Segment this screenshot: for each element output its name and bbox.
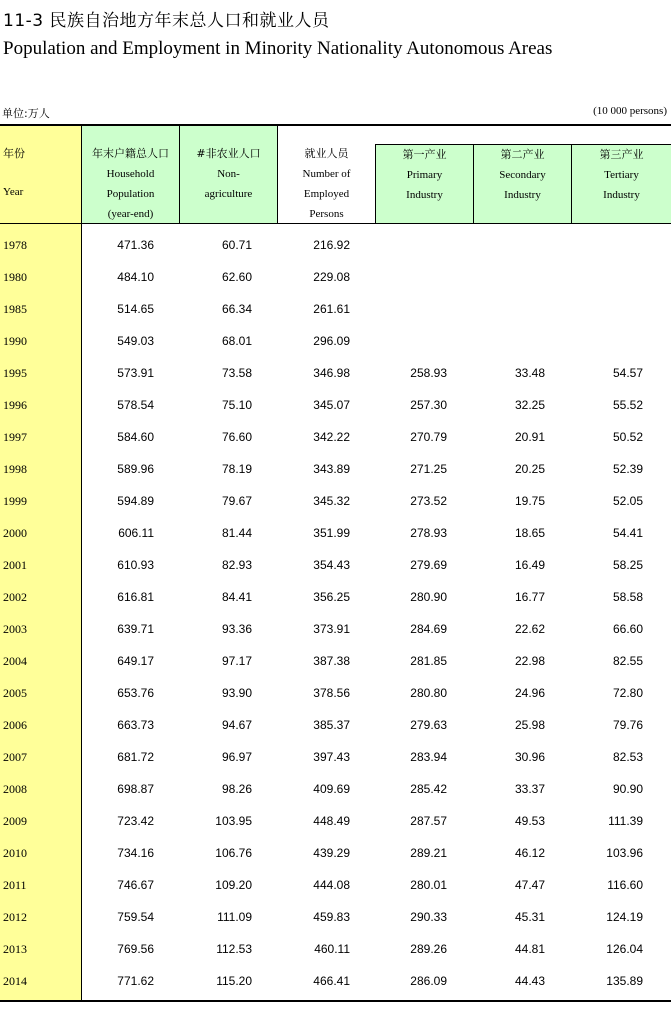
- value-cell: 769.56: [117, 942, 154, 956]
- header-nonagri: [180, 126, 278, 223]
- value-cell: 90.90: [612, 782, 643, 796]
- year-cell: 2011: [3, 878, 27, 892]
- table-row: [0, 357, 671, 389]
- value-cell: 62.60: [221, 270, 252, 284]
- value-cell: 281.85: [410, 654, 447, 668]
- header-primary-en1: Primary: [406, 169, 443, 181]
- value-cell: 46.12: [514, 846, 545, 860]
- year-cell: 1978: [3, 238, 27, 252]
- value-cell: 60.71: [221, 238, 252, 252]
- value-cell: 66.60: [612, 622, 643, 636]
- value-cell: 45.31: [514, 910, 545, 924]
- table-row: [0, 453, 671, 485]
- value-cell: 466.41: [313, 974, 350, 988]
- value-cell: 354.43: [313, 558, 350, 572]
- year-cell: 1985: [3, 302, 27, 316]
- value-cell: 32.25: [514, 398, 545, 412]
- value-cell: 385.37: [313, 718, 350, 732]
- header-secondary-cn: 第二产业: [500, 148, 545, 161]
- value-cell: 103.95: [215, 814, 252, 828]
- value-cell: 373.91: [313, 622, 350, 636]
- value-cell: 594.89: [117, 494, 154, 508]
- header-year: [3, 146, 25, 200]
- value-cell: 116.60: [607, 878, 643, 892]
- value-cell: 286.09: [410, 974, 447, 988]
- header-tertiary-en1: Tertiary: [604, 169, 639, 181]
- value-cell: 124.19: [606, 910, 643, 924]
- value-cell: 409.69: [313, 782, 350, 796]
- year-cell: 2006: [3, 718, 27, 732]
- year-cell: 2005: [3, 686, 27, 700]
- table-row: [0, 869, 671, 901]
- value-cell: 261.61: [313, 302, 350, 316]
- value-cell: 278.93: [410, 526, 447, 540]
- header-year-cn: 年份: [3, 147, 25, 160]
- value-cell: 58.25: [612, 558, 643, 572]
- year-cell: 1995: [3, 366, 27, 380]
- value-cell: 112.53: [216, 942, 252, 956]
- value-cell: 47.47: [514, 878, 545, 892]
- header-secondary-en2: Industry: [504, 189, 541, 201]
- value-cell: 280.80: [410, 686, 447, 700]
- value-cell: 109.20: [215, 878, 252, 892]
- header-spacer: [375, 126, 671, 144]
- year-cell: 2003: [3, 622, 27, 636]
- value-cell: 78.19: [221, 462, 252, 476]
- header-household-en3: (year-end): [107, 208, 154, 220]
- value-cell: 103.96: [606, 846, 643, 860]
- table-row: [0, 837, 671, 869]
- value-cell: 279.69: [410, 558, 447, 572]
- value-cell: 397.43: [313, 750, 350, 764]
- value-cell: 96.97: [221, 750, 252, 764]
- value-cell: 771.62: [117, 974, 154, 988]
- value-cell: 289.26: [410, 942, 447, 956]
- value-cell: 55.52: [612, 398, 643, 412]
- value-cell: 471.36: [117, 238, 154, 252]
- header-household-cn: 年末户籍总人口: [92, 147, 169, 160]
- value-cell: 290.33: [410, 910, 447, 924]
- value-cell: 573.91: [117, 366, 154, 380]
- unit-label-cn: 单位:万人: [2, 107, 50, 120]
- value-cell: 82.53: [612, 750, 643, 764]
- header-year-en: Year: [3, 186, 24, 198]
- header-household: [82, 126, 180, 223]
- table-row: [0, 485, 671, 517]
- value-cell: 126.04: [606, 942, 643, 956]
- value-cell: 639.71: [117, 622, 154, 636]
- value-cell: 18.65: [514, 526, 545, 540]
- value-cell: 93.90: [221, 686, 252, 700]
- table-header-rule: [0, 223, 671, 224]
- value-cell: 663.73: [117, 718, 154, 732]
- value-cell: 115.20: [216, 974, 252, 988]
- value-cell: 20.25: [514, 462, 545, 476]
- value-cell: 20.91: [514, 430, 545, 444]
- year-cell: 2007: [3, 750, 27, 764]
- value-cell: 649.17: [117, 654, 154, 668]
- year-cell: 2009: [3, 814, 27, 828]
- unit-label-en: (10 000 persons): [593, 105, 667, 117]
- value-cell: 229.08: [313, 270, 350, 284]
- value-cell: 287.57: [410, 814, 447, 828]
- value-cell: 589.96: [117, 462, 154, 476]
- value-cell: 19.75: [514, 494, 545, 508]
- value-cell: 52.39: [612, 462, 643, 476]
- table-row: [0, 645, 671, 677]
- value-cell: 81.44: [221, 526, 252, 540]
- value-cell: 97.17: [221, 654, 252, 668]
- table-row: [0, 549, 671, 581]
- value-cell: 94.67: [221, 718, 252, 732]
- year-cell: 1980: [3, 270, 27, 284]
- header-nonagri-cn: #非农业人口: [196, 147, 261, 160]
- table-bottom-rule: [0, 1000, 671, 1002]
- value-cell: 44.43: [514, 974, 545, 988]
- value-cell: 549.03: [117, 334, 154, 348]
- value-cell: 273.52: [410, 494, 447, 508]
- value-cell: 106.76: [215, 846, 252, 860]
- year-cell: 2014: [3, 974, 27, 988]
- value-cell: 25.98: [514, 718, 545, 732]
- table-top-rule: [0, 124, 671, 126]
- value-cell: 345.07: [313, 398, 350, 412]
- table-row: [0, 517, 671, 549]
- value-cell: 746.67: [117, 878, 154, 892]
- value-cell: 50.52: [612, 430, 643, 444]
- year-cell: 1996: [3, 398, 27, 412]
- value-cell: 356.25: [313, 590, 350, 604]
- value-cell: 279.63: [410, 718, 447, 732]
- year-cell: 2010: [3, 846, 27, 860]
- value-cell: 52.05: [612, 494, 643, 508]
- year-cell: 2012: [3, 910, 27, 924]
- value-cell: 68.01: [221, 334, 252, 348]
- value-cell: 16.49: [514, 558, 545, 572]
- value-cell: 285.42: [410, 782, 447, 796]
- value-cell: 514.65: [117, 302, 154, 316]
- year-cell: 1999: [3, 494, 27, 508]
- value-cell: 216.92: [313, 238, 350, 252]
- header-primary: [376, 144, 474, 223]
- value-cell: 73.58: [221, 366, 252, 380]
- value-cell: 135.89: [606, 974, 643, 988]
- header-tertiary-en2: Industry: [603, 189, 640, 201]
- value-cell: 484.10: [117, 270, 154, 284]
- value-cell: 22.98: [514, 654, 545, 668]
- value-cell: 76.60: [221, 430, 252, 444]
- value-cell: 44.81: [514, 942, 545, 956]
- value-cell: 616.81: [117, 590, 154, 604]
- header-nonagri-en1: Non-: [217, 168, 240, 180]
- value-cell: 448.49: [313, 814, 350, 828]
- value-cell: 33.48: [514, 366, 545, 380]
- value-cell: 759.54: [117, 910, 154, 924]
- value-cell: 82.55: [612, 654, 643, 668]
- year-cell: 2002: [3, 590, 27, 604]
- value-cell: 98.26: [221, 782, 252, 796]
- header-nonagri-en2: agriculture: [204, 188, 253, 200]
- header-employed-cn: 就业人员: [304, 147, 349, 160]
- year-cell: 1990: [3, 334, 27, 348]
- value-cell: 346.98: [313, 366, 350, 380]
- value-cell: 460.11: [314, 942, 350, 956]
- value-cell: 280.90: [410, 590, 447, 604]
- year-cell: 2001: [3, 558, 27, 572]
- table-row: [0, 613, 671, 645]
- header-employed-en3: Persons: [309, 208, 344, 220]
- value-cell: 54.41: [612, 526, 643, 540]
- value-cell: 54.57: [612, 366, 643, 380]
- header-secondary: [474, 144, 572, 223]
- value-cell: 578.54: [117, 398, 154, 412]
- value-cell: 284.69: [410, 622, 447, 636]
- value-cell: 296.09: [313, 334, 350, 348]
- year-cell: 1998: [3, 462, 27, 476]
- value-cell: 72.80: [612, 686, 643, 700]
- header-primary-cn: 第一产业: [402, 148, 447, 161]
- value-cell: 79.76: [612, 718, 643, 732]
- value-cell: 49.53: [514, 814, 545, 828]
- year-cell: 2000: [3, 526, 27, 540]
- value-cell: 283.94: [410, 750, 447, 764]
- table-row: [0, 965, 671, 997]
- value-cell: 289.21: [410, 846, 447, 860]
- header-tertiary-cn: 第三产业: [599, 148, 644, 161]
- value-cell: 606.11: [118, 526, 154, 540]
- table-row: [0, 389, 671, 421]
- table-title-cn: 11-3 民族自治地方年末总人口和就业人员: [3, 11, 330, 31]
- value-cell: 351.99: [313, 526, 350, 540]
- table-row: [0, 709, 671, 741]
- value-cell: 444.08: [313, 878, 350, 892]
- table-row: [0, 933, 671, 965]
- value-cell: 258.93: [410, 366, 447, 380]
- table-row: [0, 741, 671, 773]
- value-cell: 343.89: [313, 462, 350, 476]
- value-cell: 33.37: [514, 782, 545, 796]
- header-secondary-en1: Secondary: [499, 169, 546, 181]
- value-cell: 387.38: [313, 654, 350, 668]
- value-cell: 653.76: [117, 686, 154, 700]
- value-cell: 16.77: [514, 590, 545, 604]
- value-cell: 584.60: [117, 430, 154, 444]
- table-row: [0, 293, 671, 325]
- value-cell: 271.25: [410, 462, 447, 476]
- header-household-en2: Population: [106, 188, 155, 200]
- table-row: [0, 325, 671, 357]
- value-cell: 723.42: [117, 814, 154, 828]
- header-tertiary: [572, 144, 671, 223]
- value-cell: 66.34: [221, 302, 252, 316]
- value-cell: 30.96: [514, 750, 545, 764]
- value-cell: 58.58: [612, 590, 643, 604]
- header-household-en1: Household: [106, 168, 155, 180]
- value-cell: 79.67: [221, 494, 252, 508]
- year-cell: 2008: [3, 782, 27, 796]
- header-primary-en2: Industry: [406, 189, 443, 201]
- value-cell: 459.83: [313, 910, 350, 924]
- value-cell: 257.30: [410, 398, 447, 412]
- table-row: [0, 677, 671, 709]
- value-cell: 734.16: [117, 846, 154, 860]
- header-employed-en1: Number of: [302, 168, 351, 180]
- value-cell: 439.29: [313, 846, 350, 860]
- year-cell: 2013: [3, 942, 27, 956]
- table-row: [0, 773, 671, 805]
- year-cell: 1997: [3, 430, 27, 444]
- value-cell: 75.10: [221, 398, 252, 412]
- table-row: [0, 901, 671, 933]
- year-cell: 2004: [3, 654, 27, 668]
- header-employed: [278, 126, 376, 223]
- value-cell: 610.93: [117, 558, 154, 572]
- value-cell: 280.01: [410, 878, 447, 892]
- table-row: [0, 581, 671, 613]
- value-cell: 24.96: [514, 686, 545, 700]
- table-title-en: Population and Employment in Minority Nationality Autonomous Areas: [3, 38, 553, 59]
- value-cell: 22.62: [514, 622, 545, 636]
- value-cell: 93.36: [221, 622, 252, 636]
- table-row: [0, 261, 671, 293]
- header-employed-en2: Employed: [303, 188, 350, 200]
- table-row: [0, 229, 671, 261]
- value-cell: 342.22: [313, 430, 350, 444]
- value-cell: 698.87: [117, 782, 154, 796]
- table-row: [0, 805, 671, 837]
- value-cell: 270.79: [410, 430, 447, 444]
- value-cell: 111.39: [608, 814, 643, 828]
- value-cell: 681.72: [117, 750, 154, 764]
- value-cell: 82.93: [221, 558, 252, 572]
- value-cell: 84.41: [221, 590, 252, 604]
- value-cell: 378.56: [313, 686, 350, 700]
- value-cell: 111.09: [217, 910, 252, 924]
- table-row: [0, 421, 671, 453]
- value-cell: 345.32: [313, 494, 350, 508]
